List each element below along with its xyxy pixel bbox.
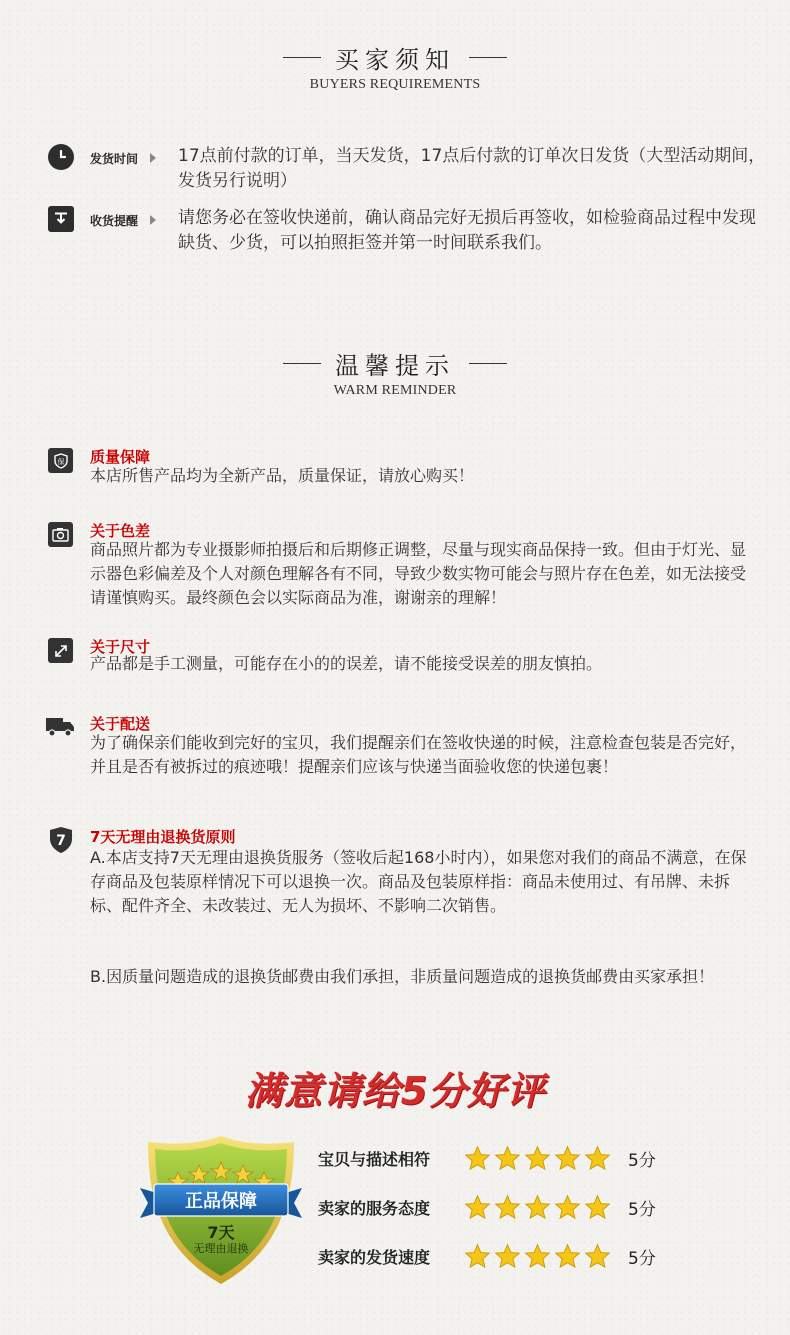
rating-row-shipping [318, 1243, 656, 1270]
resize-arrow-icon [48, 638, 73, 663]
star-icon [524, 1243, 551, 1270]
star-icon [584, 1145, 611, 1172]
reminder-item-title: 7天无理由退换货原则 [90, 828, 236, 846]
divider-line [283, 363, 321, 364]
svg-text:7: 7 [56, 833, 66, 849]
badge-main-text: 正品保障 [185, 1191, 257, 1212]
truck-icon [46, 715, 76, 739]
buyers-subtitle: BUYERS REQUIREMENTS [309, 77, 481, 92]
chevron-right-icon [150, 215, 156, 225]
buyer-item-text: 17点前付款的订单，当天发货，17点后付款的订单次日发货（大型活动期间，发货另行说明） [178, 146, 766, 191]
star-icon [494, 1243, 521, 1270]
reminder-item-text: 产品都是手工测量，可能存在小的的误差，请不能接受误差的朋友慎拍。 [90, 654, 603, 673]
chevron-right-icon [150, 153, 156, 163]
rating-score: 5分 [628, 1151, 656, 1171]
reminder-item-title: 关于尺寸 [90, 638, 151, 656]
star-icon [584, 1194, 611, 1221]
rating-stars [464, 1243, 614, 1270]
star-icon [494, 1145, 521, 1172]
rating-score: 5分 [628, 1249, 656, 1269]
star-icon [524, 1194, 551, 1221]
buyer-item-receiving-reminder [48, 206, 778, 256]
rating-row-description [318, 1145, 656, 1172]
reminder-item-text-b: B.因质量问题造成的退换货邮费由我们承担，非质量问题造成的退换货邮费由买家承担！ [90, 967, 715, 986]
reminder-item-text: 商品照片都为专业摄影师拍摄后和后期修正调整，尽量与现实商品保持一致。但由于灯光、显示器色彩偏差及个人对颜色理解各有不同，导致少数实物可能会与照片存在色差，如无法接受请谨慎购买。最终颜色会以实际商品为准，谢谢亲的理解！ [90, 540, 747, 607]
reminder-item-text: A.本店支持7天无理由退换货服务（签收后起168小时内），如果您对我们的商品不满意，在保存商品及包装原样情况下可以退换一次。商品及包装原样指：商品未使用过、有吊牌、未拆标、配件齐全、未改装过、无人为损坏、不影响二次销售。 [90, 848, 747, 915]
star-icon [524, 1145, 551, 1172]
download-box-icon [48, 206, 74, 232]
divider-line [283, 57, 321, 58]
reminder-item-title: 关于配送 [90, 715, 151, 733]
rating-stars [464, 1145, 614, 1172]
star-icon [554, 1194, 581, 1221]
divider-line [469, 57, 507, 58]
camera-icon [48, 522, 73, 547]
rating-row-service [318, 1194, 656, 1221]
rating-label: 卖家的发货速度 [318, 1248, 431, 1267]
star-icon [464, 1194, 491, 1221]
buyers-section-header [0, 40, 790, 93]
reminder-item-text: 本店所售产品均为全新产品，质量保证，请放心购买！ [90, 466, 475, 485]
badge-days-text: 7天 [207, 1223, 235, 1242]
rating-banner: 满意请给5分好评 [244, 1069, 546, 1113]
reminder-title: 温馨提示 [335, 352, 455, 380]
reminder-item-title: 质量保障 [90, 448, 151, 466]
star-icon [494, 1194, 521, 1221]
star-icon [464, 1145, 491, 1172]
buyer-item-shipping-time [48, 144, 778, 194]
shield-badge-icon [48, 448, 73, 473]
svg-text:保: 保 [57, 457, 64, 466]
reminder-item-text: 为了确保亲们能收到完好的宝贝，我们提醒亲们在签收快递的时候，注意检查包装是否完好，并且是否有被拆过的痕迹哦！提醒亲们应该与快递当面验收您的快递包裹！ [90, 733, 747, 776]
rating-stars [464, 1194, 614, 1221]
reminder-section-header [0, 346, 790, 399]
authentic-guarantee-badge [138, 1132, 304, 1288]
reminder-subtitle: WARM REMINDER [333, 383, 457, 398]
badge-sub-text: 无理由退换 [193, 1242, 249, 1255]
rating-label: 宝贝与描述相符 [318, 1150, 431, 1169]
star-icon [554, 1145, 581, 1172]
star-icon [464, 1243, 491, 1270]
clock-icon [48, 144, 74, 170]
divider-line [469, 363, 507, 364]
rating-label: 卖家的服务态度 [318, 1199, 431, 1218]
buyer-item-label: 收货提醒 [90, 214, 139, 228]
seven-shield-icon [48, 826, 74, 854]
buyer-item-label: 发货时间 [90, 152, 139, 166]
buyer-item-text: 请您务必在签收快递前，确认商品完好无损后再签收，如检验商品过程中发现缺货、少货，可以拍照拒签并第一时间联系我们。 [178, 208, 756, 253]
buyers-title: 买家须知 [335, 46, 455, 74]
rating-score: 5分 [628, 1200, 656, 1220]
reminder-item-title: 关于色差 [90, 522, 151, 540]
star-icon [584, 1243, 611, 1270]
star-icon [554, 1243, 581, 1270]
